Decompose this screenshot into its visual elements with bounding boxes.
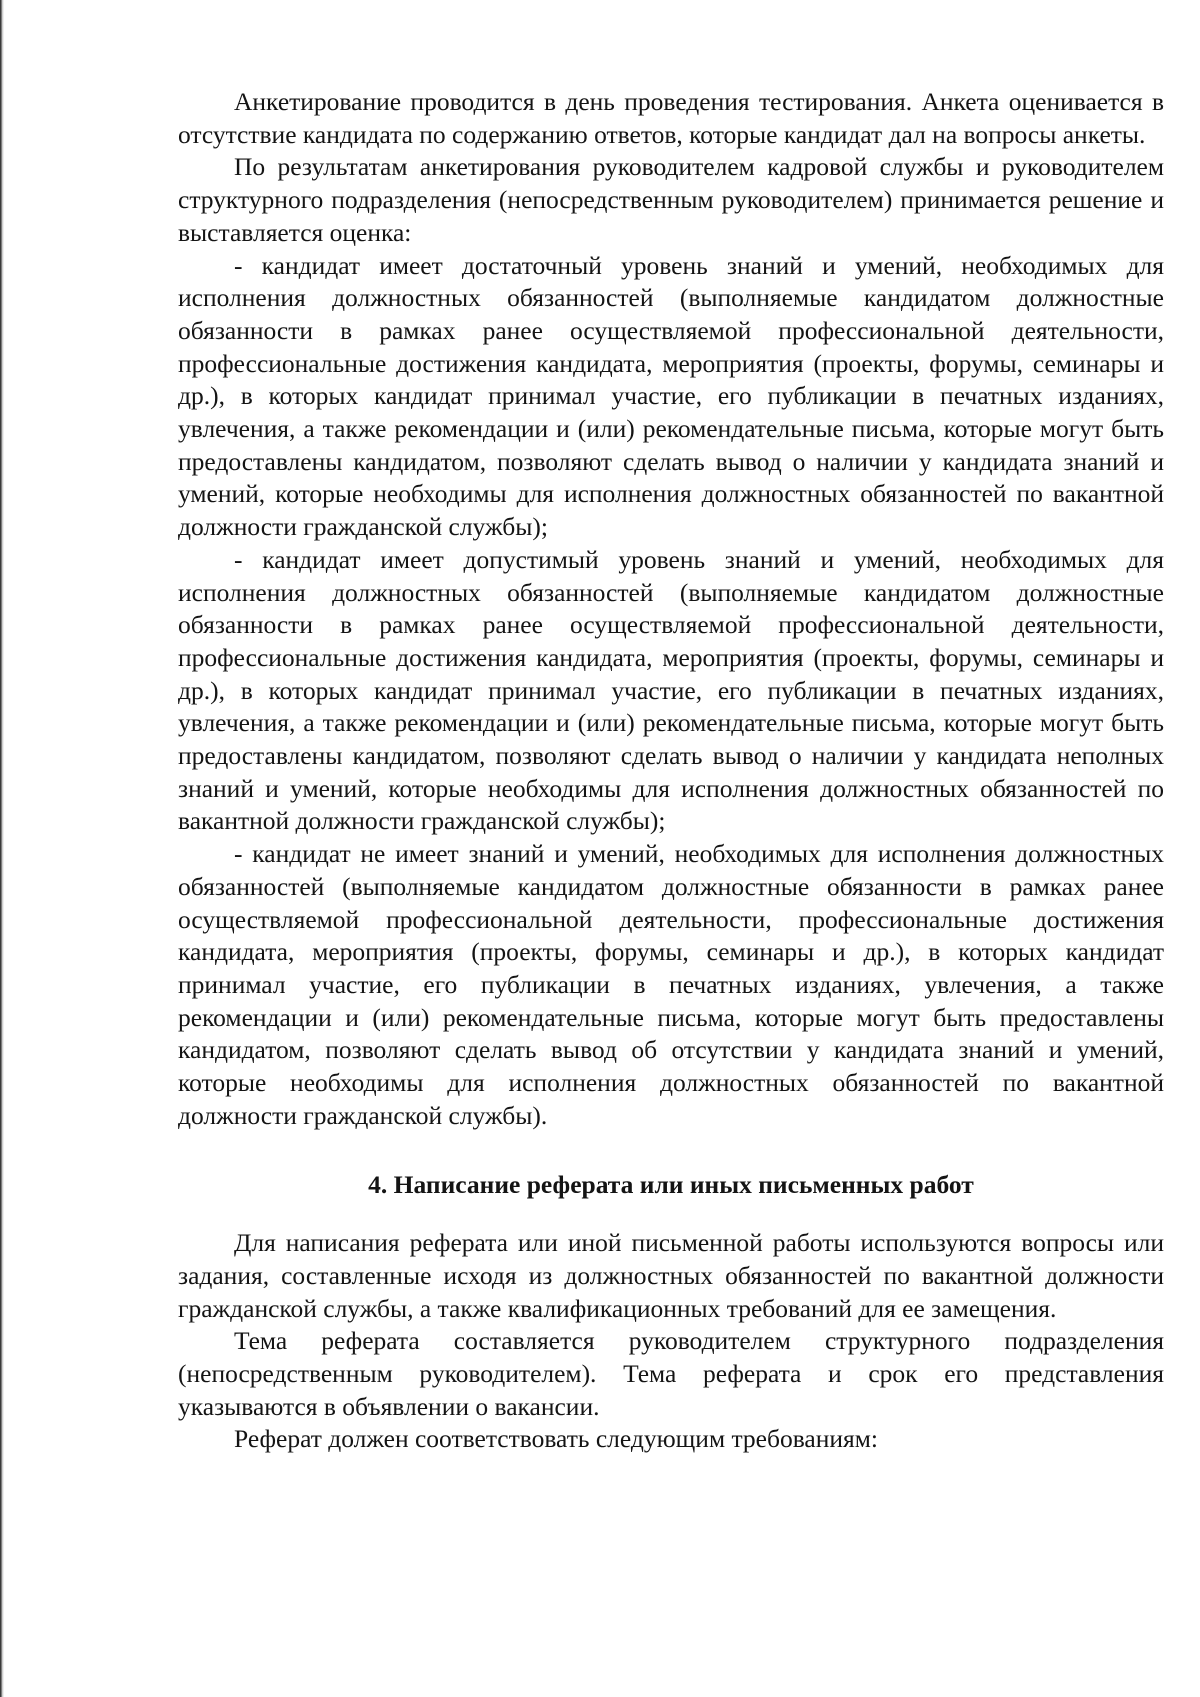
essay-section (178, 1227, 1164, 1456)
scan-page-edge (0, 0, 4, 1697)
paragraph-essay-requirements: Реферат должен соответствовать следующим требованиям: (234, 1424, 878, 1454)
document-page (178, 86, 1164, 1456)
questionnaire-section (178, 86, 1164, 1133)
paragraph-essay-topic: Тема реферата составляется руководителем структурного подразделения (непосредственным руководителем). Тема реферата и срок его представления указываются в объявлении о вакансии. (178, 1326, 1164, 1421)
list-item-no-knowledge: - кандидат не имеет знаний и умений, необходимых для исполнения должностных обязанностей (выполняемые кандидатом должностные обязанности в рамках ранее осуществляемой профессиональной деятельности, профессиональные достижения кандидата, мероприятия (проекты, форумы, семинары и др.), в которых кандидат принимал участие, его публикации в печатных изданиях, увлечения, а также рекомендации и (или) рекомендательные письма, которые могут быть предоставлены кандидатом, позволяют сделать вывод об отсутствии у кандидата знаний и умений, которые необходимы для исполнения должностных обязанностей по вакантной должности гражданской службы). (178, 839, 1164, 1130)
section-heading: 4. Написание реферата или иных письменных работ (368, 1169, 974, 1199)
list-item-acceptable-level: - кандидат имеет допустимый уровень знаний и умений, необходимых для исполнения должностных обязанностей (выполняемые кандидатом должностные обязанности в рамках ранее осуществляемой профессиональной деятельности, профессиональные достижения кандидата, мероприятия (проекты, форумы, семинары и др.), в которых кандидат принимал участие, его публикации в печатных изданиях, увлечения, а также рекомендации и (или) рекомендательные письма, которые могут быть предоставлены кандидатом, позволяют сделать вывод о наличии у кандидата неполных знаний и умений, которые необходимы для исполнения должностных обязанностей по вакантной должности гражданской службы); (178, 544, 1164, 836)
paragraph-assessment-decision: По результатам анкетирования руководителем кадровой службы и руководителем структурного подразделения (непосредственным руководителем) принимается решение и выставляется оценка: (178, 152, 1164, 247)
list-item-sufficient-level: - кандидат имеет достаточный уровень знаний и умений, необходимых для исполнения должностных обязанностей (выполняемые кандидатом должностные обязанности в рамках ранее осуществляемой профессиональной деятельности, профессиональные достижения кандидата, мероприятия (проекты, форумы, семинары и др.), в которых кандидат принимал участие, его публикации в печатных изданиях, увлечения, а также рекомендации и (или) рекомендательные письма, которые могут быть предоставлены кандидатом, позволяют сделать вывод о наличии у кандидата знаний и умений, которые необходимы для исполнения должностных обязанностей по вакантной должности гражданской службы); (178, 250, 1164, 542)
paragraph-questionnaire-intro: Анкетирование проводится в день проведения тестирования. Анкета оценивается в отсутствие кандидата по содержанию ответов, которые кандидат дал на вопросы анкеты. (178, 87, 1164, 149)
paragraph-essay-questions: Для написания реферата или иной письменной работы используются вопросы или задания, составленные исходя из должностных обязанностей по вакантной должности гражданской службы, а также квалификационных требований для ее замещения. (178, 1228, 1164, 1323)
